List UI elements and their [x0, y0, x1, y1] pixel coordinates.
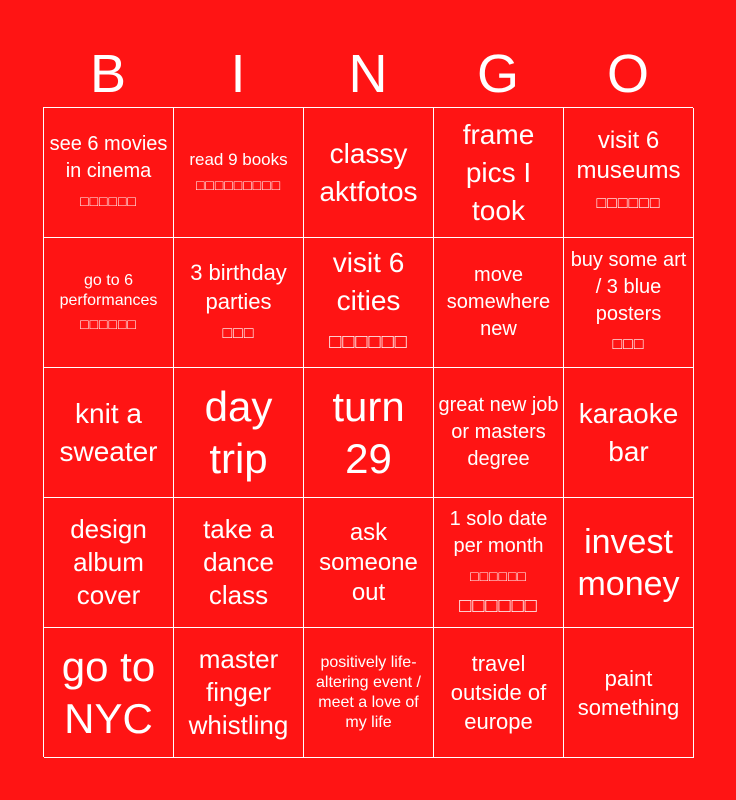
cell-text: day trip	[204, 382, 273, 482]
bingo-cell[interactable]	[304, 108, 434, 238]
cell-text: buy some art / 3 blue posters	[570, 249, 687, 325]
bingo-cell[interactable]	[174, 238, 304, 368]
bingo-cell[interactable]	[304, 238, 434, 368]
bingo-cell[interactable]	[564, 238, 694, 368]
cell-text: go to NYC	[61, 642, 156, 742]
bingo-cell[interactable]	[304, 368, 434, 498]
cell-text: turn 29	[332, 382, 405, 482]
bingo-cell[interactable]	[434, 238, 564, 368]
header-letter-n: N	[348, 44, 388, 104]
bingo-cell[interactable]	[564, 368, 694, 498]
cell-text: master finger whistling	[188, 644, 289, 740]
cell-text: frame pics I took	[462, 118, 535, 226]
bingo-cell[interactable]	[564, 108, 694, 238]
bingo-cell[interactable]	[174, 498, 304, 628]
cell-text: take a dance class	[203, 514, 274, 610]
cell-text: classy aktfotos	[319, 137, 418, 207]
cell-text: visit 6 museums	[576, 127, 681, 184]
bingo-cell[interactable]	[174, 108, 304, 238]
checkbox-tracker: □□□	[612, 336, 645, 353]
cell-text: see 6 movies in cinema	[49, 132, 168, 182]
checkbox-tracker: □□□□□□	[80, 316, 137, 332]
bingo-cell[interactable]	[174, 628, 304, 758]
cell-text: visit 6 cities	[332, 247, 405, 316]
cell-text: knit a sweater	[59, 397, 158, 467]
cell-text: karaoke bar	[578, 397, 679, 467]
cell-text: great new job or masters degree	[438, 394, 559, 470]
cell-text: go to 6 performances	[59, 272, 158, 309]
header-letter-b: B	[89, 44, 127, 104]
cell-text: design album cover	[70, 514, 147, 610]
checkbox-tracker: □□□□□□	[470, 567, 527, 584]
checkbox-tracker: □□□□□□	[459, 594, 538, 617]
cell-text: 3 birthday parties	[190, 259, 287, 314]
bingo-cell[interactable]	[434, 498, 564, 628]
checkbox-tracker: □□□□□□	[596, 195, 661, 212]
header-letter-g: G	[476, 44, 519, 104]
bingo-cell[interactable]	[564, 498, 694, 628]
cell-text: positively life-altering event / meet a love of my life	[316, 653, 421, 731]
cell-text: travel outside of europe	[450, 651, 547, 734]
cell-text: 1 solo date per month	[449, 507, 548, 557]
cell-text: ask someone out	[319, 518, 418, 606]
cell-text: invest money	[577, 522, 680, 603]
checkbox-tracker: □□□□□□	[329, 331, 408, 353]
bingo-cell[interactable]	[434, 108, 564, 238]
checkbox-tracker: □□□	[222, 324, 255, 342]
bingo-cell[interactable]	[434, 628, 564, 758]
bingo-cell[interactable]	[44, 108, 174, 238]
header-letter-o: O	[606, 44, 649, 104]
cell-text: read 9 books	[189, 150, 288, 169]
bingo-cell[interactable]	[564, 628, 694, 758]
checkbox-tracker: □□□□□□□□□	[195, 177, 282, 193]
bingo-cell[interactable]	[44, 498, 174, 628]
checkbox-tracker: □□□□□□	[80, 192, 137, 209]
bingo-cell[interactable]	[174, 368, 304, 498]
cell-text: paint something	[577, 665, 680, 720]
bingo-cell[interactable]	[304, 498, 434, 628]
bingo-cell[interactable]	[44, 238, 174, 368]
bingo-cell[interactable]	[434, 368, 564, 498]
bingo-header	[43, 40, 693, 108]
bingo-grid	[43, 107, 693, 757]
bingo-cell[interactable]	[304, 628, 434, 758]
bingo-cell[interactable]	[44, 368, 174, 498]
bingo-cell[interactable]	[44, 628, 174, 758]
cell-text: move somewhere new	[446, 264, 551, 340]
header-letter-i: I	[230, 44, 246, 104]
